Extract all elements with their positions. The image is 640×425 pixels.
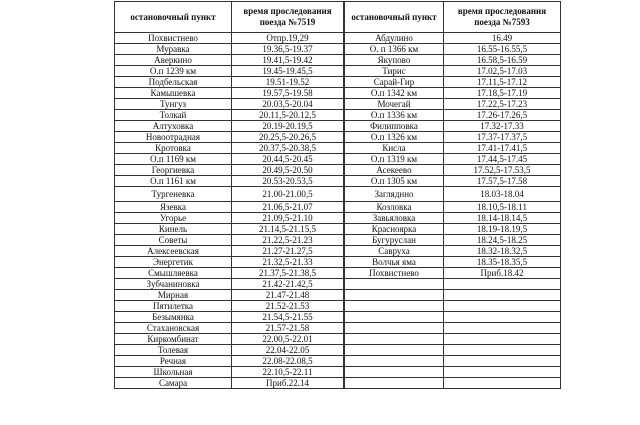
time-cell <box>444 378 561 389</box>
stop-name-cell: Козловка <box>345 202 444 213</box>
time-cell: Отпр.19,29 <box>232 33 344 44</box>
table-row <box>345 99 561 110</box>
table-row <box>345 356 561 367</box>
table-row <box>345 257 561 268</box>
stop-name-cell: Алтуховка <box>115 121 232 132</box>
time-cell: 22.04-22.05 <box>232 345 344 356</box>
stop-name-cell: О.п 1342 км <box>345 88 444 99</box>
header-time: время проследования поезда №7519 <box>232 2 344 33</box>
time-cell <box>444 356 561 367</box>
table-row <box>345 44 561 55</box>
time-cell: 20.19-20.19,5 <box>232 121 344 132</box>
time-cell: 21.06,5-21.07 <box>232 202 344 213</box>
table-row <box>115 110 344 121</box>
time-cell: 17.37-17.37,5 <box>444 132 561 143</box>
table-row <box>345 367 561 378</box>
header-stop: остановочный пункт <box>115 2 232 33</box>
stop-name-cell: Тирис <box>345 66 444 77</box>
time-cell: 21.27-21.27,5 <box>232 246 344 257</box>
stop-name-cell: Смышляевка <box>115 268 232 279</box>
stop-name-cell: Советы <box>115 235 232 246</box>
table-row <box>345 323 561 334</box>
stop-name-cell: Стахановская <box>115 323 232 334</box>
time-cell: 18.10,5-18.11 <box>444 202 561 213</box>
header-stop: остановочный пункт <box>345 2 444 33</box>
stop-name-cell: Бугуруслан <box>345 235 444 246</box>
table-row <box>345 268 561 279</box>
time-cell: 18.19-18.19,5 <box>444 224 561 235</box>
time-cell: 18.14-18.14,5 <box>444 213 561 224</box>
time-cell: 17.26-17.26,5 <box>444 110 561 121</box>
stop-name-cell <box>345 378 444 389</box>
time-cell: 17.32-17.33 <box>444 121 561 132</box>
stop-name-cell: Школьная <box>115 367 232 378</box>
stop-name-cell: Тургеневка <box>115 187 232 202</box>
train-7593-schedule-table <box>344 1 561 389</box>
table-row <box>115 187 344 202</box>
table-row <box>345 110 561 121</box>
stop-name-cell: О.п 1305 км <box>345 176 444 187</box>
stop-name-cell: Мирная <box>115 290 232 301</box>
table-row <box>115 99 344 110</box>
time-cell: 16.58,5-16.59 <box>444 55 561 66</box>
table-row <box>115 143 344 154</box>
time-cell: 21.37,5-21.38,5 <box>232 268 344 279</box>
stop-name-cell: Энергетик <box>115 257 232 268</box>
stop-name-cell: Загляднно <box>345 187 444 202</box>
time-cell <box>444 279 561 290</box>
stop-name-cell: Абдулино <box>345 33 444 44</box>
table-header-row <box>345 2 561 33</box>
stop-name-cell: О.п 1336 км <box>345 110 444 121</box>
time-cell: 22.08-22.08,5 <box>232 356 344 367</box>
time-cell: 19.45-19.45,5 <box>232 66 344 77</box>
table-row <box>115 213 344 224</box>
time-cell <box>444 301 561 312</box>
table-row <box>115 345 344 356</box>
time-cell: 21.09,5-21.10 <box>232 213 344 224</box>
table-row <box>115 132 344 143</box>
header-time: время проследования поезда №7593 <box>444 2 561 33</box>
time-cell: 21.14,5-21.15,5 <box>232 224 344 235</box>
time-cell: 21.42-21.42,5 <box>232 279 344 290</box>
time-cell: 20.37,5-20.38,5 <box>232 143 344 154</box>
time-cell: 16.55-16.55,5 <box>444 44 561 55</box>
stop-name-cell: Киркомбинат <box>115 334 232 345</box>
table-row <box>345 290 561 301</box>
stop-name-cell: Камышевка <box>115 88 232 99</box>
table-row <box>345 88 561 99</box>
stop-name-cell: О.п 1326 км <box>345 132 444 143</box>
stop-name-cell: Подбельская <box>115 77 232 88</box>
table-row <box>115 312 344 323</box>
table-row <box>115 121 344 132</box>
stop-name-cell: Новоотрадная <box>115 132 232 143</box>
time-cell: 21.22,5-21.23 <box>232 235 344 246</box>
table-row <box>345 202 561 213</box>
stop-name-cell <box>345 356 444 367</box>
table-row <box>345 235 561 246</box>
time-cell: 21.47-21.48 <box>232 290 344 301</box>
table-row <box>345 66 561 77</box>
table-row <box>115 378 344 389</box>
time-cell: 18.35-18.35,5 <box>444 257 561 268</box>
stop-name-cell: Муравка <box>115 44 232 55</box>
time-cell: 20.03,5-20.04 <box>232 99 344 110</box>
time-cell <box>444 345 561 356</box>
stop-name-cell: Тунгуз <box>115 99 232 110</box>
table-row <box>345 121 561 132</box>
table-row <box>115 55 344 66</box>
time-cell <box>444 312 561 323</box>
stop-name-cell: Речная <box>115 356 232 367</box>
table-row <box>115 235 344 246</box>
stop-name-cell <box>345 323 444 334</box>
table-row <box>345 132 561 143</box>
table-row <box>345 334 561 345</box>
stop-name-cell: О.п 1161 км <box>115 176 232 187</box>
time-cell: 21.57-21.58 <box>232 323 344 334</box>
time-cell: 21.00-21.00,5 <box>232 187 344 202</box>
table-row <box>345 246 561 257</box>
table-row <box>115 257 344 268</box>
stop-name-cell <box>345 334 444 345</box>
table-row <box>345 345 561 356</box>
stop-name-cell: О.п 1319 км <box>345 154 444 165</box>
time-cell: 22.10,5-22.11 <box>232 367 344 378</box>
table-row <box>115 367 344 378</box>
table-row <box>345 312 561 323</box>
table-row <box>115 246 344 257</box>
table-row <box>345 213 561 224</box>
time-cell <box>444 367 561 378</box>
table-row <box>345 55 561 66</box>
table-row <box>115 66 344 77</box>
table-row <box>345 224 561 235</box>
time-cell: 21.52-21.53 <box>232 301 344 312</box>
time-cell: 18.24,5-18.25 <box>444 235 561 246</box>
time-cell: 17.11,5-17.12 <box>444 77 561 88</box>
table-header-row <box>115 2 344 33</box>
time-cell: 19.36,5-19.37 <box>232 44 344 55</box>
table-row <box>115 44 344 55</box>
stop-name-cell: Кисла <box>345 143 444 154</box>
time-cell <box>444 334 561 345</box>
table-row <box>115 77 344 88</box>
time-cell: 17.41-17.41,5 <box>444 143 561 154</box>
time-cell <box>444 323 561 334</box>
table-row <box>345 77 561 88</box>
time-cell: 21.54,5-21.55 <box>232 312 344 323</box>
stop-name-cell: Кротовка <box>115 143 232 154</box>
time-cell: 18.32-18.32,5 <box>444 246 561 257</box>
train-7519-schedule-table <box>114 1 344 389</box>
stop-name-cell: Асекеево <box>345 165 444 176</box>
time-cell: 19.51-19.52 <box>232 77 344 88</box>
stop-name-cell: О.п 1239 км <box>115 66 232 77</box>
table-row <box>115 279 344 290</box>
stop-name-cell: Безымянка <box>115 312 232 323</box>
time-cell: 18.03-18.04 <box>444 187 561 202</box>
time-cell: 20.49,5-20.50 <box>232 165 344 176</box>
time-cell: Приб.22.14 <box>232 378 344 389</box>
table-row <box>345 154 561 165</box>
table-row <box>115 224 344 235</box>
table-row <box>115 33 344 44</box>
stop-name-cell: Толкай <box>115 110 232 121</box>
stop-name-cell: Пятилетка <box>115 301 232 312</box>
time-cell: Приб.18.42 <box>444 268 561 279</box>
stop-name-cell: Толевая <box>115 345 232 356</box>
stop-name-cell: Красноярка <box>345 224 444 235</box>
time-cell: 17.57,5-17.58 <box>444 176 561 187</box>
stop-name-cell <box>345 345 444 356</box>
table-row <box>115 88 344 99</box>
stop-name-cell: Волчья яма <box>345 257 444 268</box>
stop-name-cell: Якупово <box>345 55 444 66</box>
table-row <box>345 187 561 202</box>
time-cell <box>444 290 561 301</box>
stop-name-cell <box>345 367 444 378</box>
time-cell: 16.49 <box>444 33 561 44</box>
time-cell: 20.44,5-20.45 <box>232 154 344 165</box>
table-row <box>345 143 561 154</box>
table-row <box>345 279 561 290</box>
table-row <box>115 268 344 279</box>
time-cell: 21.32,5-21.33 <box>232 257 344 268</box>
stop-name-cell <box>345 290 444 301</box>
table-row <box>115 165 344 176</box>
time-cell: 19.57,5-19.58 <box>232 88 344 99</box>
stop-name-cell: Похвистнево <box>115 33 232 44</box>
table-row <box>115 202 344 213</box>
stop-name-cell: Самара <box>115 378 232 389</box>
stop-name-cell <box>345 279 444 290</box>
stop-name-cell: Похвистнево <box>345 268 444 279</box>
table-row <box>345 165 561 176</box>
time-cell: 17.02,5-17.03 <box>444 66 561 77</box>
stop-name-cell: Сарай-Гир <box>345 77 444 88</box>
stop-name-cell <box>345 301 444 312</box>
stop-name-cell: О. п 1366 км <box>345 44 444 55</box>
stop-name-cell: Зубчаниновка <box>115 279 232 290</box>
stop-name-cell: Мочегай <box>345 99 444 110</box>
table-row <box>345 176 561 187</box>
stop-name-cell: Кинель <box>115 224 232 235</box>
stop-name-cell: О.п 1169 км <box>115 154 232 165</box>
table-row <box>115 176 344 187</box>
stop-name-cell: Савруха <box>345 246 444 257</box>
table-row <box>115 323 344 334</box>
table-row <box>115 154 344 165</box>
time-cell: 20.11,5-20.12,5 <box>232 110 344 121</box>
time-cell: 17.18,5-17.19 <box>444 88 561 99</box>
time-cell: 20.53-20.53,5 <box>232 176 344 187</box>
time-cell: 17.44,5-17.45 <box>444 154 561 165</box>
stop-name-cell: Угорье <box>115 213 232 224</box>
table-row <box>345 301 561 312</box>
table-row <box>115 356 344 367</box>
stop-name-cell: Аверкино <box>115 55 232 66</box>
time-cell: 17.22,5-17.23 <box>444 99 561 110</box>
time-cell: 22.00,5-22.01 <box>232 334 344 345</box>
table-row <box>115 301 344 312</box>
stop-name-cell: Алексеевская <box>115 246 232 257</box>
stop-name-cell <box>345 312 444 323</box>
table-row <box>345 33 561 44</box>
stop-name-cell: Георгиевка <box>115 165 232 176</box>
table-row <box>345 378 561 389</box>
table-row <box>115 334 344 345</box>
time-cell: 20.25,5-20.26,5 <box>232 132 344 143</box>
stop-name-cell: Язевка <box>115 202 232 213</box>
time-cell: 17.52,5-17.53,5 <box>444 165 561 176</box>
stop-name-cell: Филипповка <box>345 121 444 132</box>
stop-name-cell: Завьяловка <box>345 213 444 224</box>
table-row <box>115 290 344 301</box>
time-cell: 19.41,5-19.42 <box>232 55 344 66</box>
